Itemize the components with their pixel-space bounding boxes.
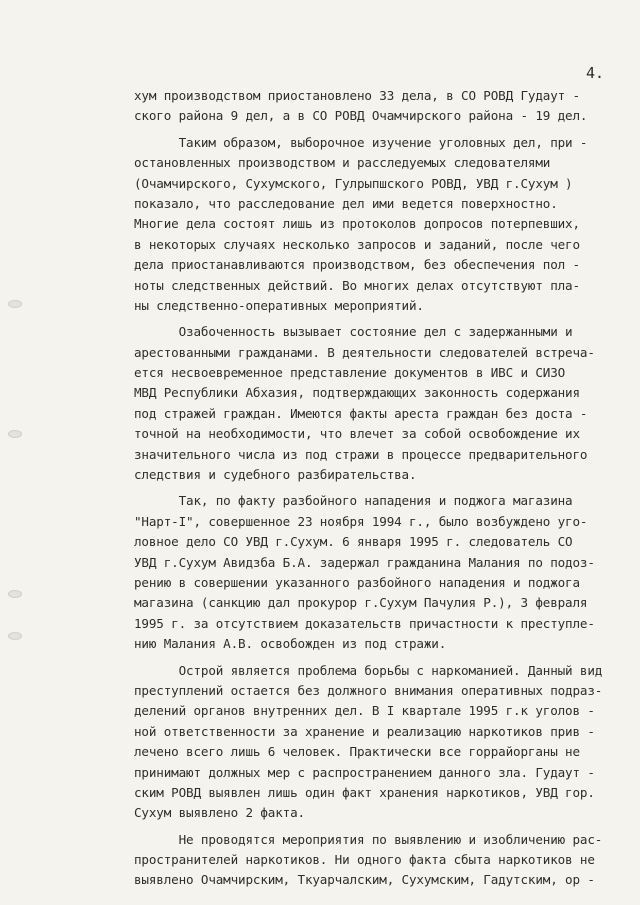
text-line: делений органов внутренних дел. В I квартале 1995 г.к уголов - bbox=[134, 703, 595, 719]
text-line: Таким образом, выборочное изучение уголовных дел, при - bbox=[134, 134, 588, 150]
text-line: рению в совершении указанного разбойного нападения и поджога bbox=[134, 574, 580, 590]
text-line: Сухум выявлено 2 факта. bbox=[134, 805, 305, 821]
text-line: "Нарт-I", совершенное 23 ноября 1994 г., было возбуждено уго- bbox=[134, 513, 588, 529]
text-line: магазина (санкцию дал прокурор г.Сухум Пачулия Р.), 3 февраля bbox=[134, 595, 588, 611]
text-line: выявлено Очамчирским, Ткуарчалским, Сухумским, Гадутским, ор - bbox=[134, 872, 595, 888]
paragraph bbox=[134, 133, 614, 317]
text-line: Не проводятся мероприятия по выявлению и изобличению рас- bbox=[134, 831, 603, 847]
text-line: 1995 г. за отсутствием доказательств причастности к преступле- bbox=[134, 615, 595, 631]
paragraph bbox=[134, 322, 614, 485]
text-line: пространителей наркотиков. Ни одного факта сбыта наркотиков не bbox=[134, 852, 595, 868]
text-line: точной на необходимости, что влечет за собой освобождение их bbox=[134, 426, 580, 442]
page-number: 4. bbox=[586, 64, 605, 82]
text-line: арестованными гражданами. В деятельности следователей встреча- bbox=[134, 344, 595, 360]
text-line: ной ответственности за хранение и реализацию наркотиков прив - bbox=[134, 723, 595, 739]
text-line: Многие дела состоят лишь из протоколов допросов потерпевших, bbox=[134, 216, 580, 232]
punch-hole-mark bbox=[8, 590, 22, 598]
text-line: преступлений остается без должного внимания оперативных подраз- bbox=[134, 682, 603, 698]
text-line: УВД г.Сухум Авидзба Б.А. задержал гражданина Малания по подоз- bbox=[134, 554, 595, 570]
text-line: ского района 9 дел, а в СО РОВД Очамчирского района - 19 дел. bbox=[134, 108, 588, 124]
text-line: МВД Республики Абхазия, подтверждающих законность содержания bbox=[134, 385, 580, 401]
text-line: ны следственно-оперативных мероприятий. bbox=[134, 297, 424, 313]
text-line: показало, что расследование дел ими ведется поверхностно. bbox=[134, 195, 558, 211]
text-line: (Очамчирского, Сухумского, Гулрыпшского РОВД, УВД г.Сухум ) bbox=[134, 175, 573, 191]
text-line: ским РОВД выявлен лишь один факт хранения наркотиков, УВД гор. bbox=[134, 784, 595, 800]
text-line: следствия и судебного разбирательства. bbox=[134, 467, 417, 483]
paragraph bbox=[134, 491, 614, 654]
text-line: под стражей граждан. Имеются факты ареста граждан без доста - bbox=[134, 405, 588, 421]
paragraph bbox=[134, 86, 614, 127]
punch-hole-mark bbox=[8, 430, 22, 438]
text-line: ноты следственных действий. Во многих делах отсутствуют пла- bbox=[134, 277, 580, 293]
text-line: ловное дело СО УВД г.Сухум. 6 января 1995 г. следователь СО bbox=[134, 534, 573, 550]
text-line: в некоторых случаях несколько запросов и заданий, после чего bbox=[134, 236, 580, 252]
text-line: Озабоченность вызывает состояние дел с задержанными и bbox=[134, 324, 573, 340]
text-line: принимают должных мер с распространением данного зла. Гудаут - bbox=[134, 764, 595, 780]
text-line: дела приостанавливаются производством, без обеспечения пол - bbox=[134, 257, 580, 273]
punch-hole-mark bbox=[8, 632, 22, 640]
text-line: значительного числа из под стражи в процессе предварительного bbox=[134, 446, 588, 462]
text-line: лечено всего лишь 6 человек. Практически все горрайорганы не bbox=[134, 744, 580, 760]
paragraph bbox=[134, 661, 614, 824]
text-line: Так, по факту разбойного нападения и поджога магазина bbox=[134, 493, 573, 509]
punch-hole-mark bbox=[8, 300, 22, 308]
text-line: Острой является проблема борьбы с наркоманией. Данный вид bbox=[134, 662, 603, 678]
text-line: хум производством приостановлено 33 дела, в СО РОВД Гудаут - bbox=[134, 88, 580, 103]
document-body bbox=[134, 86, 614, 891]
text-line: ется несвоевременное представление документов в ИВС и СИЗО bbox=[134, 365, 566, 381]
text-line: остановленных производством и расследуемых следователями bbox=[134, 155, 551, 171]
paragraph bbox=[134, 830, 614, 891]
text-line: нию Малания А.В. освобожден из под стражи. bbox=[134, 636, 447, 652]
